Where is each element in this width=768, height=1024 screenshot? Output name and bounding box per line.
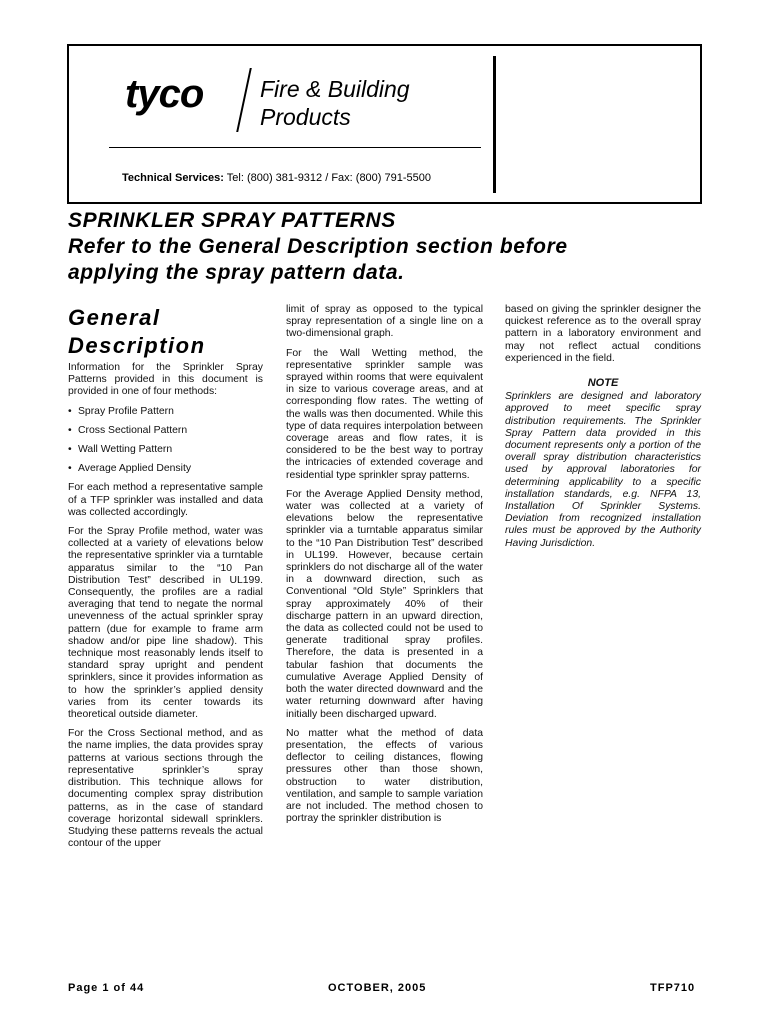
cross-sectional-continued-paragraph: limit of spray as opposed to the typical spray representation of a single line on a two-dimensional graph. (286, 304, 483, 340)
header-divider-horizontal (109, 147, 481, 148)
logo-brand: tyco (125, 72, 204, 116)
cross-sectional-paragraph: For the Cross Sectional method, and as the name implies, the data provides spray patterns at various sections through the representative sprinkler’s spray distribution. This technique allows for documenting complex spray distribution patterns, as in the case of standard coverage horizontal sidewall sprinklers. Studying these patterns reveals the actual contour of the upper (68, 728, 263, 850)
technical-services-label: Technical Services: (122, 172, 224, 184)
header-divider-vertical (493, 56, 496, 193)
column-2 (286, 304, 483, 832)
intro-paragraph: Information for the Sprinkler Spray Patterns provided in this document is provided in one of four methods: (68, 362, 263, 398)
document-date: OCTOBER, 2005 (328, 982, 427, 994)
method-item: • Cross Sectional Pattern (68, 425, 263, 437)
note-body: Sprinklers are designed and laboratory approved to meet specific spray distribution requirements. The Sprinkler Spray Pattern data provided in this document represents only a portion of the overall spray distribution characteristics used by approval laboratories for determining applicability to a specific installation standards, e.g. NFPA 13, Installation Of Sprinkler Systems. Deviation from recognized installation rules must be approved by the Authority Having Jurisdiction. (505, 391, 701, 549)
method-item: • Wall Wetting Pattern (68, 444, 263, 456)
title-line-1: SPRINKLER SPRAY PATTERNS (68, 209, 396, 232)
document-title (68, 208, 708, 286)
method-item: • Spray Profile Pattern (68, 406, 263, 418)
logo-tagline-line1: Fire & Building (260, 76, 410, 102)
note-heading: NOTE (587, 377, 619, 390)
column-3 (505, 304, 701, 557)
wall-wetting-paragraph: For the Wall Wetting method, the representative sprinkler sample was sprayed within rooms that were equivalent in size to various coverage areas, and at corresponding flow rates. The wetting of the walls was then documented. While this type of data requires interpolation between coverage areas and flow rates, it is considered to be the best way to portray the intricacies of extended coverage and residential type sprinkler spray patterns. (286, 347, 483, 481)
page-number: Page 1 of 44 (68, 982, 145, 994)
section-heading-line-2: Description (68, 333, 206, 358)
title-line-3: applying the spray pattern data. (68, 261, 405, 284)
average-applied-density-paragraph: For the Average Applied Density method, water was collected at a variety of elevations below the representative sprinkler via a turntable apparatus similar to the “10 Pan Distribution Test” described in UL199. However, because certain sprinklers do not discharge all of the water in a downward direction, such as Conventional “Old Style” Sprinklers that spray approximately 40% of their discharge pattern in an upward direction, the data as collected could not be used to generate traditional spray profiles. Therefore, the data is presented in a tabular fashion that documents the cumulative Average Applied Density of both the water directed downward and the water returning downward after having initially been discharged upward. (286, 488, 483, 720)
method-continued-paragraph: based on giving the sprinkler designer the quickest reference as to the overall spray pattern in a laboratory environment and may not reflect actual conditions experienced in the field. (505, 304, 701, 364)
section-heading-line-1: General (68, 305, 161, 330)
column-1 (68, 362, 263, 857)
sample-paragraph: For each method a representative sample of a TFP sprinkler was installed and data was collected accordingly. (68, 482, 263, 518)
methods-list (68, 406, 263, 476)
section-heading (68, 304, 206, 360)
logo-tagline-line2: Products (260, 104, 351, 130)
method-item: • Average Applied Density (68, 463, 263, 475)
technical-services-contact: Tel: (800) 381-9312 / Fax: (800) 791-5500 (223, 172, 431, 184)
data-presentation-paragraph: No matter what the method of data presentation, the effects of various deflector to ceiling distances, flowing pressures other than those shown, obstruction to water distribution, ventilation, and sample to sample variation are not included. The method chosen to portray the sprinkler distribution is (286, 727, 483, 825)
document-code: TFP710 (650, 982, 696, 994)
technical-services (122, 172, 431, 184)
title-line-2: Refer to the General Description section before (68, 235, 568, 258)
spray-profile-paragraph: For the Spray Profile method, water was collected at a variety of elevations below the representative sprinkler via a turntable apparatus similar to the “10 Pan Distribution Test” described in UL199. Consequently, the profiles are a radial averaging that tend to negate the normal unevenness of the actual sprinkler spray pattern (due for example to frame arm shadow and/or pipe line shadow). This technique most reasonably lends itself to standard spray upright and pendent sprinklers, since it provides information as to how the sprinkler’s applied density varies from its center towards its theoretical outside diameter. (68, 526, 263, 721)
